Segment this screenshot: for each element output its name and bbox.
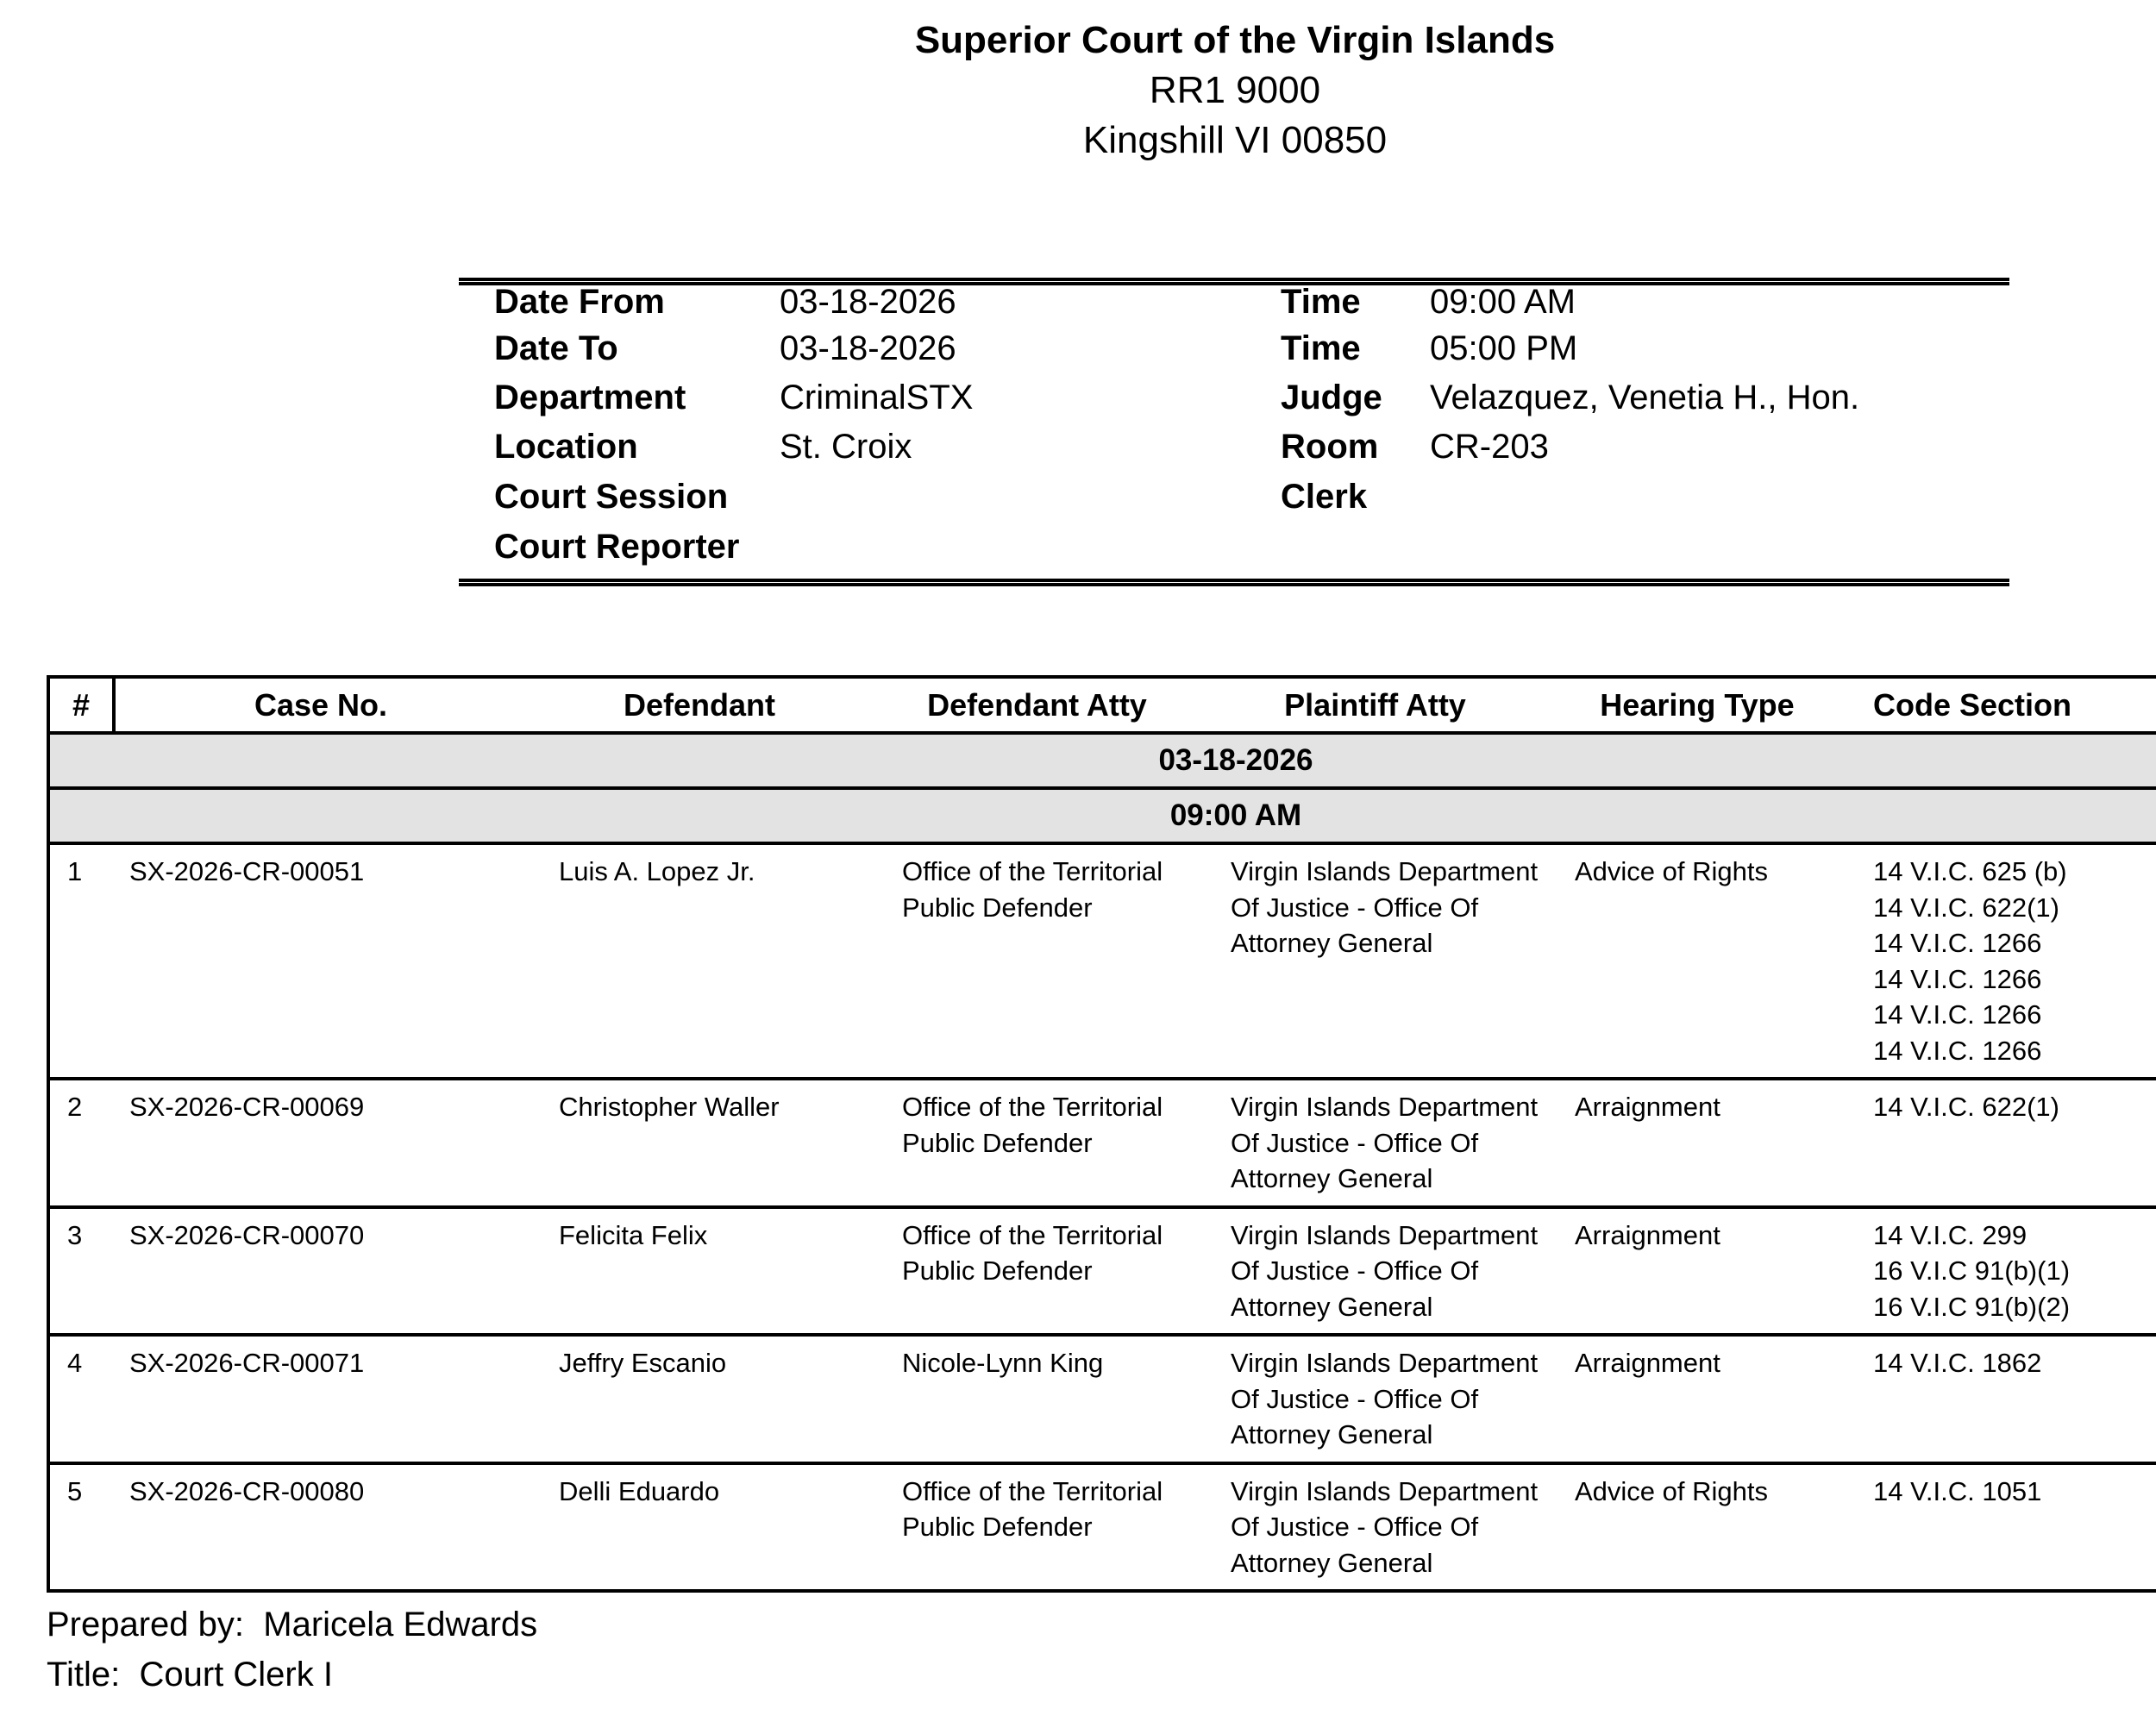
plaintiff-atty-line: Of Justice - Office Of [1231,1512,1479,1542]
defendant-atty-line: Public Defender [902,892,1093,923]
row-hearing-type: Advice of Rights [1549,843,1846,1079]
prepared-by-value: Maricela Edwards [263,1606,538,1643]
title-label: Title: [47,1656,121,1694]
row-plaintiff-atty [1201,1463,1549,1592]
code-section-item: 16 V.I.C 91(b)(1) [1873,1255,2071,1286]
prepared-by-label: Prepared by: [47,1606,245,1643]
location-label: Location [494,428,638,466]
plaintiff-atty-line: Virgin Islands Department [1231,1348,1539,1378]
defendant-atty-line: Office of the Territorial [902,1475,1163,1506]
location-value: St. Croix [780,428,912,466]
col-header-defendant-atty: Defendant Atty [873,677,1201,733]
col-header-plaintiff-atty: Plaintiff Atty [1201,677,1549,733]
date-band-text: 03-18-2026 [1158,743,1313,777]
row-num: 2 [48,1079,114,1207]
plaintiff-atty-line: Attorney General [1231,928,1433,958]
col-header-defendant: Defendant [526,677,873,733]
row-num: 4 [48,1335,114,1463]
date-from-value: 03-18-2026 [780,283,956,321]
time-from-value: 09:00 AM [1430,283,1576,321]
defendant-atty-line: Office of the Territorial [902,1219,1163,1250]
date-from-label: Date From [494,283,665,321]
col-header-code-section: Code Section [1846,677,2156,733]
judge-value: Velazquez, Venetia H., Hon. [1430,379,1860,416]
court-session-label: Court Session [494,478,729,516]
plaintiff-atty-line: Virgin Islands Department [1231,1219,1539,1250]
plaintiff-atty-line: Virgin Islands Department [1231,1092,1539,1122]
row-num: 5 [48,1463,114,1592]
plaintiff-atty-line: Of Justice - Office Of [1231,892,1479,923]
plaintiff-atty-line: Of Justice - Office Of [1231,1255,1479,1286]
col-header-hearing-type: Hearing Type [1549,677,1846,733]
row-defendant-atty [873,1463,1201,1592]
session-top-rule [459,278,2009,285]
defendant-atty-line: Public Defender [902,1127,1093,1158]
title-value: Court Clerk I [139,1656,333,1694]
table-row [48,1463,2156,1592]
court-name: Superior Court of the Virgin Islands [914,19,1556,61]
row-plaintiff-atty [1201,843,1549,1079]
plaintiff-atty-line: Virgin Islands Department [1231,1475,1539,1506]
department-value: CriminalSTX [780,379,974,416]
row-hearing-type: Arraignment [1549,1079,1846,1207]
defendant-atty-line: Public Defender [902,1512,1093,1542]
col-header-num: # [48,677,114,733]
session-bottom-rule [459,579,2009,586]
room-value: CR-203 [1430,428,1549,466]
defendant-atty-line: Nicole-Lynn King [902,1348,1104,1378]
row-plaintiff-atty [1201,1079,1549,1207]
calendar-table [47,675,2156,1593]
row-defendant-atty [873,1207,1201,1336]
code-section-item: 14 V.I.C. 622(1) [1873,1092,2059,1122]
clerk-label: Clerk [1281,478,1368,516]
plaintiff-atty-line: Attorney General [1231,1419,1433,1449]
row-plaintiff-atty [1201,1207,1549,1336]
row-code-section [1846,1079,2156,1207]
plaintiff-atty-line: Virgin Islands Department [1231,856,1539,886]
court-address-line1: RR1 9000 [1149,69,1321,111]
row-num: 1 [48,843,114,1079]
code-section-item: 14 V.I.C. 299 [1873,1219,2028,1250]
row-defendant: Delli Eduardo [526,1463,873,1592]
time-band-row [48,788,2156,843]
row-defendant-atty [873,1335,1201,1463]
row-defendant-atty [873,1079,1201,1207]
table-row [48,1335,2156,1463]
court-reporter-label: Court Reporter [494,528,740,566]
time-to-value: 05:00 PM [1430,329,1578,367]
row-code-section [1846,1463,2156,1592]
table-header-row [48,677,2156,733]
clerk-title [47,1656,333,1694]
time-to-label: Time [1281,329,1361,367]
col-header-case-no: Case No. [114,677,526,733]
prepared-by [47,1606,537,1644]
row-code-section [1846,1207,2156,1336]
plaintiff-atty-line: Attorney General [1231,1547,1433,1578]
code-section-item: 14 V.I.C. 1266 [1873,999,2042,1030]
code-section-item: 14 V.I.C. 1266 [1873,963,2042,994]
defendant-atty-line: Office of the Territorial [902,856,1163,886]
table-row [48,1207,2156,1336]
date-to-label: Date To [494,329,618,367]
row-hearing-type: Arraignment [1549,1335,1846,1463]
table-row [48,1079,2156,1207]
defendant-atty-line: Office of the Territorial [902,1092,1163,1122]
plaintiff-atty-line: Attorney General [1231,1291,1433,1322]
date-band-row [48,733,2156,788]
plaintiff-atty-line: Attorney General [1231,1163,1433,1193]
plaintiff-atty-line: Of Justice - Office Of [1231,1383,1479,1414]
code-section-item: 14 V.I.C. 1051 [1873,1475,2042,1506]
time-from-label: Time [1281,283,1361,321]
row-case-no: SX-2026-CR-00070 [114,1207,526,1336]
row-defendant: Luis A. Lopez Jr. [526,843,873,1079]
time-band [48,788,2156,843]
date-band [48,733,2156,788]
defendant-atty-line: Public Defender [902,1255,1093,1286]
row-code-section [1846,843,2156,1079]
session-info [459,278,2009,586]
row-defendant-atty [873,843,1201,1079]
date-to-value: 03-18-2026 [780,329,956,367]
code-section-item: 14 V.I.C. 622(1) [1873,892,2059,923]
room-label: Room [1281,428,1379,466]
row-case-no: SX-2026-CR-00051 [114,843,526,1079]
department-label: Department [494,379,686,416]
code-section-item: 16 V.I.C 91(b)(2) [1873,1291,2071,1322]
row-plaintiff-atty [1201,1335,1549,1463]
row-num: 3 [48,1207,114,1336]
code-section-item: 14 V.I.C. 1266 [1873,1035,2042,1066]
time-band-text: 09:00 AM [1169,798,1302,832]
row-defendant: Christopher Waller [526,1079,873,1207]
row-case-no: SX-2026-CR-00080 [114,1463,526,1592]
judge-label: Judge [1281,379,1382,416]
row-hearing-type: Arraignment [1549,1207,1846,1336]
row-defendant: Felicita Felix [526,1207,873,1336]
code-section-item: 14 V.I.C. 1862 [1873,1348,2042,1378]
row-code-section [1846,1335,2156,1463]
row-hearing-type: Advice of Rights [1549,1463,1846,1592]
row-defendant: Jeffry Escanio [526,1335,873,1463]
row-case-no: SX-2026-CR-00069 [114,1079,526,1207]
court-address-line2: Kingshill VI 00850 [1082,119,1388,161]
code-section-item: 14 V.I.C. 625 (b) [1873,856,2067,886]
row-case-no: SX-2026-CR-00071 [114,1335,526,1463]
plaintiff-atty-line: Of Justice - Office Of [1231,1127,1479,1158]
code-section-item: 14 V.I.C. 1266 [1873,928,2042,958]
table-row [48,843,2156,1079]
